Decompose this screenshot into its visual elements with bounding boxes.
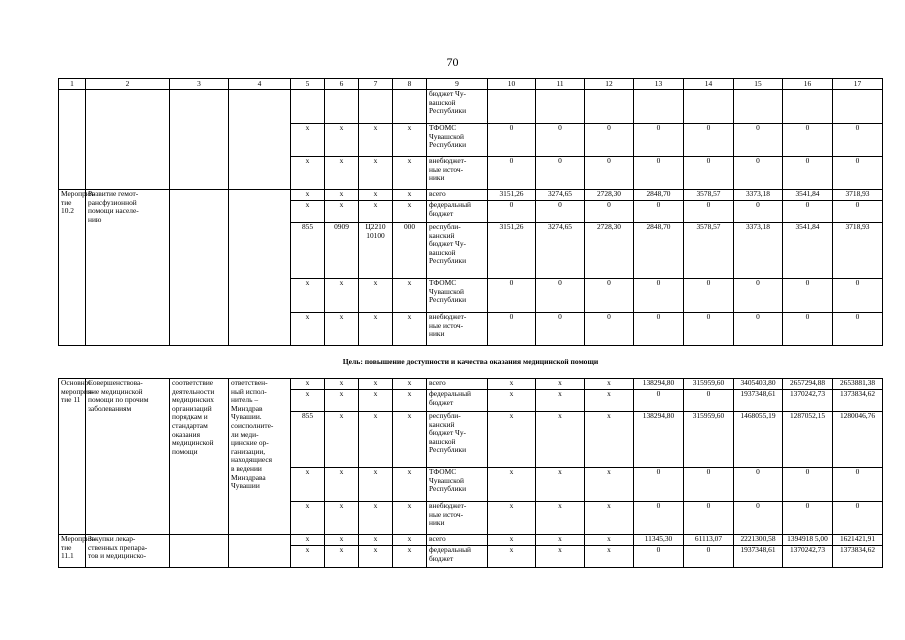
value-cell: x <box>488 546 536 568</box>
column-number-cell: 5 <box>291 79 325 90</box>
value-cell: 0 <box>488 157 536 190</box>
value-cell: 3578,57 <box>684 223 734 279</box>
expense-type-cell: x <box>393 279 427 313</box>
value-cell: 3405403,80 <box>734 379 783 390</box>
value-cell: 0 <box>783 502 833 535</box>
expense-type-cell <box>393 90 427 124</box>
target-article-cell: x <box>359 535 393 546</box>
value-cell: 138294,80 <box>634 412 684 468</box>
section-code-cell: x <box>325 313 359 346</box>
expense-type-cell: x <box>393 190 427 201</box>
column-number-row <box>59 79 883 90</box>
value-cell: 0 <box>684 201 734 223</box>
value-cell: 2653881,38 <box>833 379 883 390</box>
admin-code-cell <box>291 90 325 124</box>
value-cell: 0 <box>684 157 734 190</box>
table-row <box>59 535 883 546</box>
value-cell: 1370242,73 <box>783 546 833 568</box>
target-article-cell: x <box>359 390 393 412</box>
value-cell: 0 <box>734 468 783 502</box>
value-cell <box>488 90 536 124</box>
expense-type-cell: x <box>393 201 427 223</box>
expense-type-cell: x <box>393 546 427 568</box>
funding-source-cell: республи- канский бюджет Чу- вашской Республики <box>427 412 488 468</box>
target-article-cell: x <box>359 279 393 313</box>
funding-source-cell: ТФОМС Чувашской Республики <box>427 468 488 502</box>
value-cell: 0 <box>684 502 734 535</box>
value-cell: 0 <box>783 313 833 346</box>
value-cell: 0 <box>734 157 783 190</box>
funding-source-cell: всего <box>427 535 488 546</box>
value-cell: 3274,65 <box>536 223 585 279</box>
value-cell: 0 <box>536 201 585 223</box>
value-cell: 0 <box>684 468 734 502</box>
value-cell: 0 <box>734 279 783 313</box>
value-cell: 0 <box>585 124 634 157</box>
target-article-cell: x <box>359 157 393 190</box>
value-cell: 0 <box>634 390 684 412</box>
measure-code-cell: Мероприя- тие 10.2 <box>59 190 86 346</box>
funding-source-cell: всего <box>427 379 488 390</box>
value-cell: x <box>536 379 585 390</box>
value-cell: 0 <box>783 157 833 190</box>
value-cell: 0 <box>536 124 585 157</box>
value-cell: 0 <box>783 279 833 313</box>
expense-type-cell: x <box>393 390 427 412</box>
value-cell: 2848,70 <box>634 223 684 279</box>
value-cell: 0 <box>634 313 684 346</box>
value-cell: 0 <box>684 313 734 346</box>
expense-type-cell: x <box>393 124 427 157</box>
funding-source-cell: ТФОМС Чувашской Республики <box>427 279 488 313</box>
measure-name-cell: Развитие гемот- рансфузионной помощи населе- нию <box>86 190 170 346</box>
section-code-cell: x <box>325 190 359 201</box>
admin-code-cell: x <box>291 124 325 157</box>
section-code-cell: x <box>325 546 359 568</box>
section-code-cell: 0909 <box>325 223 359 279</box>
funding-source-cell: ТФОМС Чувашской Республики <box>427 124 488 157</box>
value-cell: 1937348,61 <box>734 390 783 412</box>
value-cell: 3718,93 <box>833 223 883 279</box>
budget-table <box>58 78 883 568</box>
column-number-cell: 8 <box>393 79 427 90</box>
value-cell: 0 <box>585 157 634 190</box>
section-code-cell: x <box>325 535 359 546</box>
funding-source-cell: федеральный бюджет <box>427 390 488 412</box>
section-code-cell: x <box>325 390 359 412</box>
value-cell: x <box>585 535 634 546</box>
value-cell: 315959,60 <box>684 412 734 468</box>
executor-cell <box>229 535 291 568</box>
value-cell: 0 <box>585 201 634 223</box>
target-article-cell: x <box>359 124 393 157</box>
value-cell: 0 <box>634 201 684 223</box>
section-code-cell: x <box>325 468 359 502</box>
value-cell: 0 <box>634 546 684 568</box>
value-cell: 0 <box>783 201 833 223</box>
measure-name-cell: Закупки лекар- ственных препара- тов и медицинско- <box>86 535 170 568</box>
measure-name-cell <box>86 90 170 190</box>
value-cell <box>585 90 634 124</box>
value-cell: 0 <box>536 279 585 313</box>
value-cell: 11345,30 <box>634 535 684 546</box>
funding-source-cell: всего <box>427 190 488 201</box>
goal-row <box>59 346 883 379</box>
expected-result-cell <box>170 90 229 190</box>
expected-result-cell <box>170 535 229 568</box>
value-cell: 3151,26 <box>488 190 536 201</box>
section-code-cell: x <box>325 124 359 157</box>
admin-code-cell: x <box>291 157 325 190</box>
section-code-cell: x <box>325 502 359 535</box>
section-code-cell <box>325 90 359 124</box>
admin-code-cell: x <box>291 502 325 535</box>
value-cell: 1280046,76 <box>833 412 883 468</box>
value-cell: 0 <box>634 502 684 535</box>
admin-code-cell: x <box>291 201 325 223</box>
funding-source-cell: внебюджет- ные источ- ники <box>427 502 488 535</box>
value-cell: x <box>536 468 585 502</box>
admin-code-cell: x <box>291 468 325 502</box>
value-cell <box>734 90 783 124</box>
value-cell: 0 <box>783 124 833 157</box>
value-cell: 3541,84 <box>783 190 833 201</box>
funding-source-cell: внебюджет- ные источ- ники <box>427 313 488 346</box>
value-cell <box>536 90 585 124</box>
value-cell: 0 <box>833 502 883 535</box>
value-cell: x <box>585 390 634 412</box>
value-cell: 2657294,88 <box>783 379 833 390</box>
target-article-cell: x <box>359 313 393 346</box>
target-article-cell: x <box>359 468 393 502</box>
expense-type-cell: x <box>393 379 427 390</box>
value-cell: 0 <box>684 546 734 568</box>
value-cell: x <box>585 379 634 390</box>
value-cell: x <box>488 412 536 468</box>
value-cell: x <box>488 390 536 412</box>
goal-text: Цель: повышение доступности и качества оказания медицинской помощи <box>59 346 883 379</box>
value-cell: x <box>488 502 536 535</box>
value-cell: x <box>536 412 585 468</box>
value-cell: x <box>585 468 634 502</box>
executor-cell <box>229 90 291 190</box>
value-cell: x <box>488 535 536 546</box>
column-number-cell: 17 <box>833 79 883 90</box>
value-cell: 1373834,62 <box>833 546 883 568</box>
value-cell: 0 <box>585 279 634 313</box>
admin-code-cell: 855 <box>291 223 325 279</box>
admin-code-cell: x <box>291 313 325 346</box>
funding-source-cell: внебюджет- ные источ- ники <box>427 157 488 190</box>
value-cell: 1287052,15 <box>783 412 833 468</box>
expense-type-cell: x <box>393 502 427 535</box>
expense-type-cell: x <box>393 313 427 346</box>
value-cell: 0 <box>585 313 634 346</box>
value-cell: 0 <box>488 279 536 313</box>
value-cell: 0 <box>488 313 536 346</box>
value-cell: 0 <box>536 313 585 346</box>
value-cell: 0 <box>833 124 883 157</box>
value-cell: 0 <box>634 468 684 502</box>
admin-code-cell: x <box>291 535 325 546</box>
value-cell <box>634 90 684 124</box>
executor-cell <box>229 190 291 346</box>
expense-type-cell: x <box>393 468 427 502</box>
value-cell: x <box>536 502 585 535</box>
value-cell: x <box>536 390 585 412</box>
target-article-cell: x <box>359 412 393 468</box>
target-article-cell: Ц2210 10100 <box>359 223 393 279</box>
target-article-cell: x <box>359 379 393 390</box>
value-cell: 2848,70 <box>634 190 684 201</box>
expense-type-cell: x <box>393 157 427 190</box>
value-cell: x <box>585 546 634 568</box>
value-cell: 1468055,19 <box>734 412 783 468</box>
value-cell: x <box>488 379 536 390</box>
target-article-cell <box>359 90 393 124</box>
table-row <box>59 90 883 124</box>
value-cell: 3541,84 <box>783 223 833 279</box>
section-code-cell: x <box>325 379 359 390</box>
value-cell: 0 <box>833 157 883 190</box>
section-code-cell: x <box>325 157 359 190</box>
value-cell: 0 <box>684 279 734 313</box>
expense-type-cell: x <box>393 412 427 468</box>
value-cell: 0 <box>634 157 684 190</box>
table-row <box>59 190 883 201</box>
value-cell <box>833 90 883 124</box>
expected-result-cell <box>170 190 229 346</box>
column-number-cell: 11 <box>536 79 585 90</box>
measure-code-cell <box>59 90 86 190</box>
value-cell: 1394918 5,00 <box>783 535 833 546</box>
target-article-cell: x <box>359 502 393 535</box>
value-cell: 2728,30 <box>585 223 634 279</box>
value-cell: 0 <box>684 124 734 157</box>
target-article-cell: x <box>359 190 393 201</box>
value-cell: 61113,07 <box>684 535 734 546</box>
column-number-cell: 10 <box>488 79 536 90</box>
admin-code-cell: x <box>291 546 325 568</box>
value-cell <box>684 90 734 124</box>
column-number-cell: 15 <box>734 79 783 90</box>
value-cell: x <box>585 502 634 535</box>
value-cell: 3718,93 <box>833 190 883 201</box>
column-number-cell: 12 <box>585 79 634 90</box>
value-cell: 0 <box>833 313 883 346</box>
column-number-cell: 6 <box>325 79 359 90</box>
value-cell: 0 <box>833 468 883 502</box>
expense-type-cell: x <box>393 535 427 546</box>
section-code-cell: x <box>325 412 359 468</box>
value-cell: 2221300,58 <box>734 535 783 546</box>
admin-code-cell: x <box>291 379 325 390</box>
value-cell: 0 <box>783 468 833 502</box>
value-cell: 0 <box>488 201 536 223</box>
target-article-cell: x <box>359 201 393 223</box>
value-cell: x <box>536 546 585 568</box>
measure-code-cell: Основное мероприя- тие 11 <box>59 379 86 535</box>
column-number-cell: 7 <box>359 79 393 90</box>
value-cell: 0 <box>536 157 585 190</box>
admin-code-cell: x <box>291 390 325 412</box>
admin-code-cell: x <box>291 190 325 201</box>
table-row <box>59 379 883 390</box>
executor-cell: ответствен- ный испол- нитель – Минздрав Чувашии. соисполните- ли меди- цинские ор- ганизации, находящиеся в ведении Минздрава Чувашии <box>229 379 291 535</box>
column-number-cell: 13 <box>634 79 684 90</box>
page-number: 70 <box>446 55 459 69</box>
value-cell: 0 <box>734 313 783 346</box>
column-number-cell: 3 <box>170 79 229 90</box>
value-cell: 2728,30 <box>585 190 634 201</box>
value-cell: 3578,57 <box>684 190 734 201</box>
measure-name-cell: Совершенствова- ние медицинской помощи по прочим заболеваниям <box>86 379 170 535</box>
value-cell: 0 <box>833 279 883 313</box>
expense-type-cell: 000 <box>393 223 427 279</box>
value-cell: 0 <box>684 390 734 412</box>
value-cell: 0 <box>634 124 684 157</box>
funding-source-cell: бюджет Чу- вашской Республики <box>427 90 488 124</box>
value-cell: 3373,18 <box>734 223 783 279</box>
column-number-cell: 4 <box>229 79 291 90</box>
value-cell: 3151,26 <box>488 223 536 279</box>
funding-source-cell: федеральный бюджет <box>427 546 488 568</box>
section-code-cell: x <box>325 279 359 313</box>
value-cell: x <box>536 535 585 546</box>
column-number-cell: 1 <box>59 79 86 90</box>
value-cell: 3373,18 <box>734 190 783 201</box>
value-cell: 1370242,73 <box>783 390 833 412</box>
value-cell: 0 <box>734 124 783 157</box>
admin-code-cell: x <box>291 279 325 313</box>
column-number-cell: 16 <box>783 79 833 90</box>
value-cell: x <box>488 468 536 502</box>
value-cell: 315959,60 <box>684 379 734 390</box>
value-cell: 0 <box>734 201 783 223</box>
admin-code-cell: 855 <box>291 412 325 468</box>
section-code-cell: x <box>325 201 359 223</box>
measure-code-cell: Мероприя- тие 11.1 <box>59 535 86 568</box>
value-cell: 1937348,61 <box>734 546 783 568</box>
value-cell <box>783 90 833 124</box>
funding-source-cell: республи- канский бюджет Чу- вашской Республики <box>427 223 488 279</box>
value-cell: 138294,80 <box>634 379 684 390</box>
value-cell: 3274,65 <box>536 190 585 201</box>
expected-result-cell: соответствие деятельности медицинских организаций порядкам и стандартам оказания медицинской помощи <box>170 379 229 535</box>
column-number-cell: 14 <box>684 79 734 90</box>
value-cell: 1621421,91 <box>833 535 883 546</box>
value-cell: x <box>585 412 634 468</box>
column-number-cell: 2 <box>86 79 170 90</box>
value-cell: 1373834,62 <box>833 390 883 412</box>
target-article-cell: x <box>359 546 393 568</box>
funding-source-cell: федеральный бюджет <box>427 201 488 223</box>
value-cell: 0 <box>488 124 536 157</box>
value-cell: 0 <box>734 502 783 535</box>
value-cell: 0 <box>634 279 684 313</box>
value-cell: 0 <box>833 201 883 223</box>
column-number-cell: 9 <box>427 79 488 90</box>
